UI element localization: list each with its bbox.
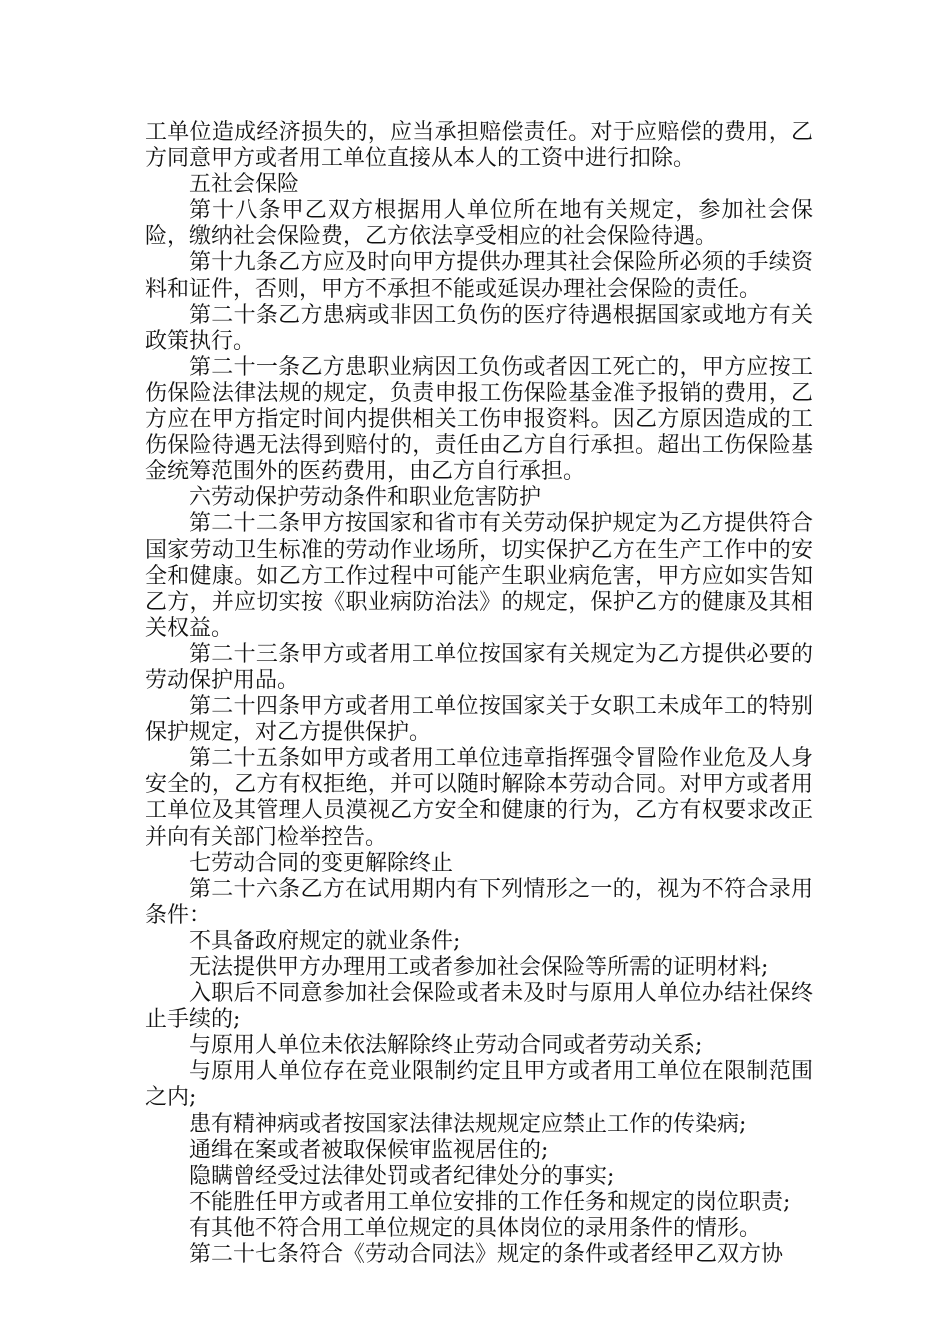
section-heading-labor-protection: 六劳动保护劳动条件和职业危害防护: [189, 485, 542, 511]
article-18: 第十八条甲乙双方根据用人单位所在地有关规定，参加社会保险，缴纳社会保险费，乙方依法享受相应的社会保险待遇。: [145, 198, 813, 250]
list-item: 入职后不同意参加社会保险或者未及时与原用人单位办结社保终止手续的;: [145, 981, 813, 1033]
list-item: 通缉在案或者被取保候审监视居住的;: [189, 1137, 549, 1163]
section-heading-social-insurance: 五社会保险: [189, 172, 300, 198]
section-heading-contract-changes: 七劳动合同的变更解除终止: [189, 850, 454, 876]
article-20: 第二十条乙方患病或非因工负伤的医疗待遇根据国家或地方有关政策执行。: [145, 302, 813, 354]
list-item: 有其他不符合用工单位规定的具体岗位的录用条件的情形。: [189, 1215, 762, 1241]
article-19: 第十九条乙方应及时向甲方提供办理其社会保险所必须的手续资料和证件，否则，甲方不承担不能或延误办理社会保险的责任。: [145, 250, 813, 302]
paragraph-continuation: 工单位造成经济损失的，应当承担赔偿责任。对于应赔偿的费用，乙方同意甲方或者用工单位直接从本人的工资中进行扣除。: [145, 120, 813, 172]
list-item: 不具备政府规定的就业条件;: [189, 928, 461, 954]
list-item: 患有精神病或者按国家法律法规规定应禁止工作的传染病;: [189, 1111, 747, 1137]
list-item: 无法提供甲方办理用工或者参加社会保险等所需的证明材料;: [189, 955, 769, 980]
article-21: 第二十一条乙方患职业病因工负伤或者因工死亡的，甲方应按工伤保险法律法规的规定，负责申报工伤保险基金准予报销的费用，乙方应在甲方指定时间内提供相关工伤申报资料。因乙方原因造成的工伤保险待遇无法得到赔付的，责任由乙方自行承担。超出工伤保险基金统筹范围外的医药费用，由乙方自行承担。: [145, 354, 813, 485]
list-item: 隐瞒曾经受过法律处罚或者纪律处分的事实;: [189, 1163, 615, 1189]
article-25: 第二十五条如甲方或者用工单位违章指挥强令冒险作业危及人身安全的，乙方有权拒绝，并可以随时解除本劳动合同。对甲方或者用工单位及其管理人员漠视乙方安全和健康的行为，乙方有权要求改正并向有关部门检举控告。: [145, 746, 813, 850]
document-page: [145, 120, 813, 1268]
list-item: 与原用人单位存在竞业限制约定且甲方或者用工单位在限制范围之内;: [145, 1059, 813, 1111]
list-item: 不能胜任甲方或者用工单位安排的工作任务和规定的岗位职责;: [189, 1189, 791, 1215]
list-item: 与原用人单位未依法解除终止劳动合同或者劳动关系;: [189, 1033, 703, 1059]
article-26: 第二十六条乙方在试用期内有下列情形之一的，视为不符合录用条件：: [145, 876, 813, 928]
article-23: 第二十三条甲方或者用工单位按国家有关规定为乙方提供必要的劳动保护用品。: [145, 641, 813, 693]
article-27: 第二十七条符合《劳动合同法》规定的条件或者经甲乙双方协: [189, 1242, 784, 1268]
article-24: 第二十四条甲方或者用工单位按国家关于女职工未成年工的特别保护规定，对乙方提供保护。: [145, 694, 813, 746]
article-22: 第二十二条甲方按国家和省市有关劳动保护规定为乙方提供符合国家劳动卫生标准的劳动作业场所，切实保护乙方在生产工作中的安全和健康。如乙方工作过程中可能产生职业病危害，甲方应如实告知乙方，并应切实按《职业病防治法》的规定，保护乙方的健康及其相关权益。: [145, 511, 813, 641]
